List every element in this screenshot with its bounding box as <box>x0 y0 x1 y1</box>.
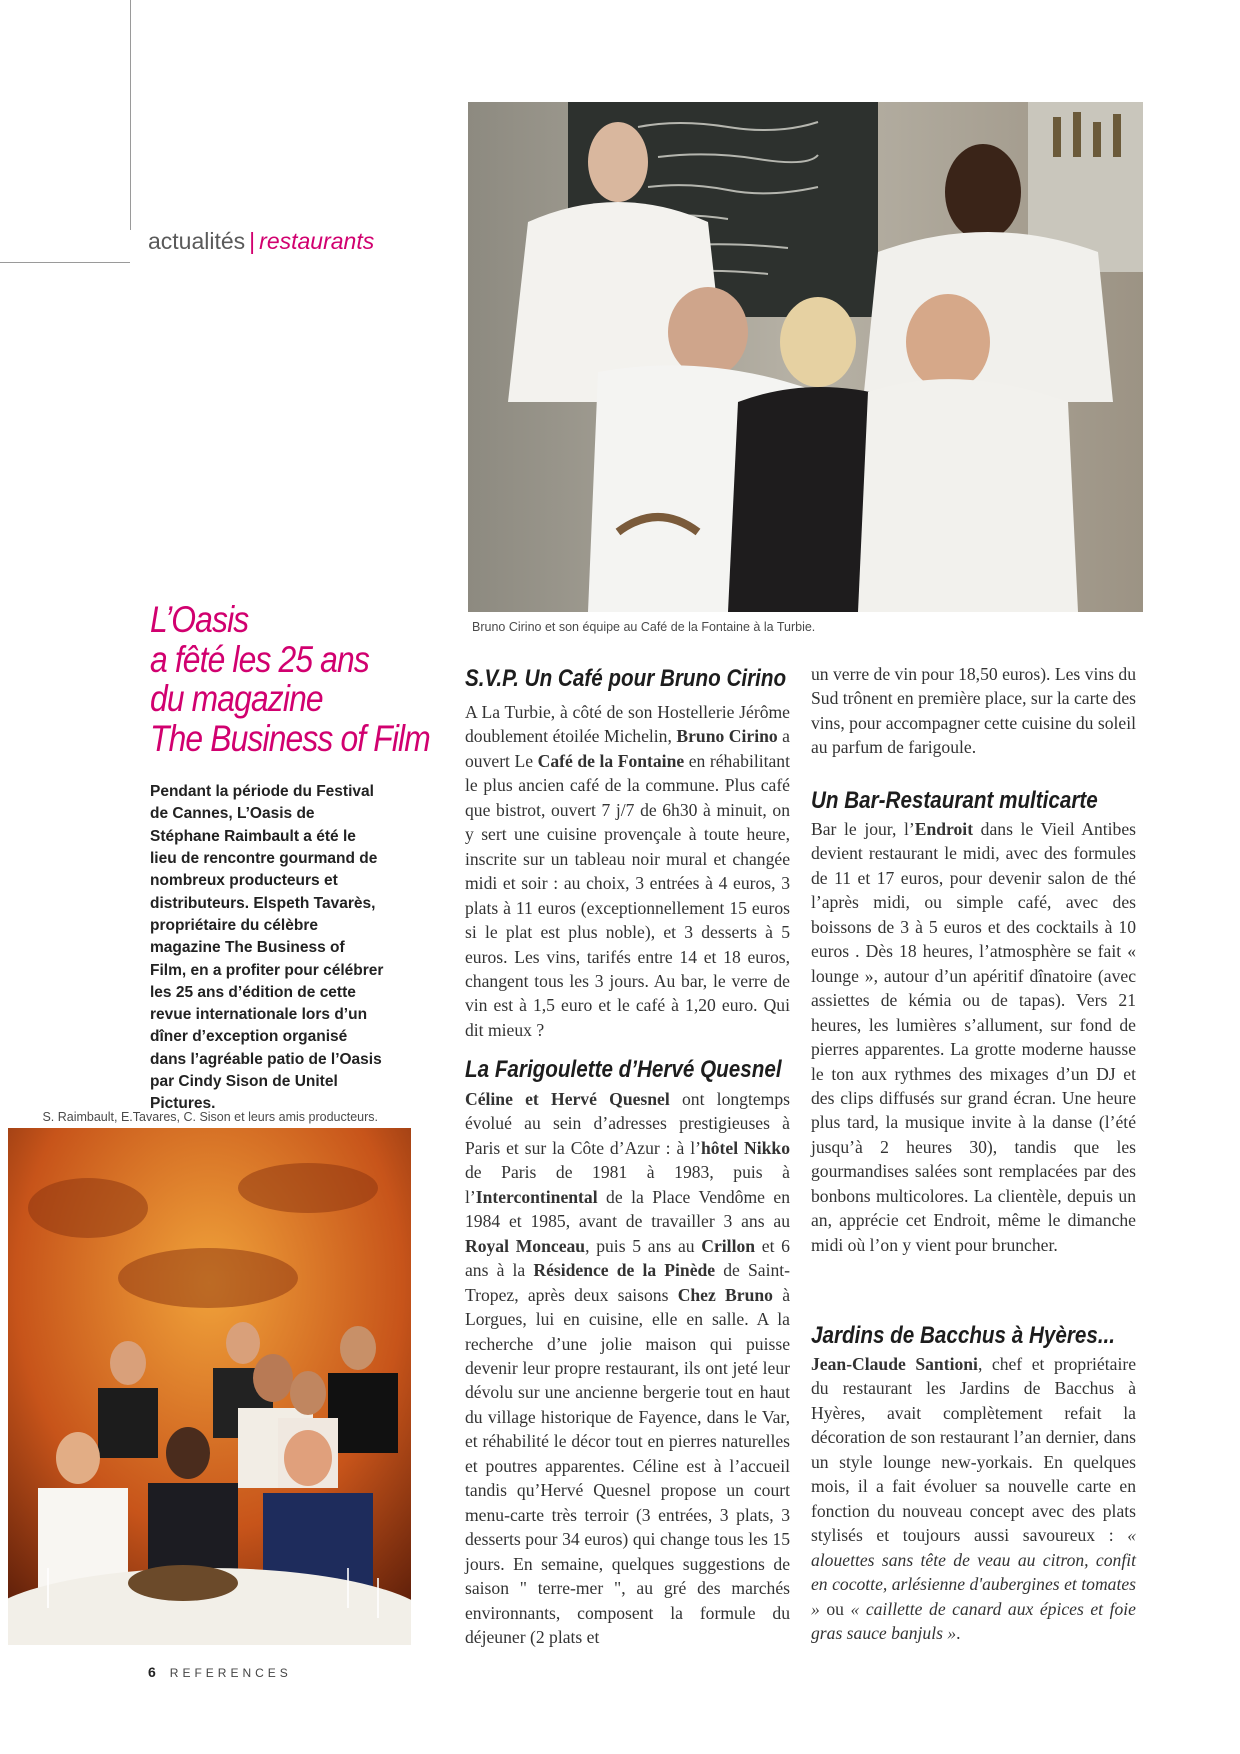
headline-line-2: a fêté les 25 ans <box>150 638 369 680</box>
farig-bold-6: Résidence de la Pinède <box>533 1260 716 1281</box>
section-label <box>148 228 374 255</box>
article-svp-bold-2: Café de la Fontaine <box>537 750 685 771</box>
article-farigoulette-title: La Farigoulette d’Hervé Quesnel <box>465 1056 782 1083</box>
header-vertical-rule <box>130 0 131 230</box>
bacchus-italic-1: « alouettes sans tête de veau au citron, confit en cocotte, arlésienne d'aubergines et tomates » <box>811 1525 1136 1619</box>
headline-line-1: L’Oasis <box>150 599 249 640</box>
article-bacchus-title: Jardins de Bacchus à Hyères... <box>811 1322 1116 1349</box>
article-farigoulette-body <box>465 1087 790 1649</box>
magazine-name: REFERENCES <box>169 1666 292 1680</box>
farig-text-3: de la Place Vendôme en 1984 et 1985, avant de travailler 3 ans au <box>465 1186 790 1232</box>
section-category: restaurants <box>259 228 375 254</box>
bacchus-text-2: ou <box>819 1598 851 1619</box>
farig-text-6: de Saint-Tropez, après deux saisons <box>465 1260 791 1305</box>
bar-text-1: Bar le jour, l’ <box>811 819 915 839</box>
farig-bold-7: Chez Bruno <box>677 1284 773 1305</box>
farig-bold-4: Royal Monceau <box>465 1235 586 1256</box>
farig-text-4: , puis 5 ans au <box>585 1235 702 1256</box>
team-photo <box>468 102 1143 612</box>
article-svp-bold-1: Bruno Cirino <box>676 726 778 747</box>
team-photo-caption: Bruno Cirino et son équipe au Café de la Fontaine à la Turbie. <box>472 620 816 634</box>
article-svp-title: S.V.P. Un Café pour Bruno Cirino <box>465 665 787 692</box>
farig-text-1: ont longtemps évolué au sein d’adresses prestigieuses à Paris et sur la Côte d’Azur : à l’ <box>465 1089 790 1158</box>
bar-bold-1: Endroit <box>914 819 974 839</box>
headline-line-4: The Business of Film <box>150 717 430 759</box>
farig-text-7: à Lorgues, lui en cuisine, elle en salle. A la recherche d’une jolie maison qui puisse devenir leur propre restaurant, ils ont jeté leur dévolu sur une ancienne bergerie tout en haut du village historique de Fayence, dans le Var, et réhabilité le décor tout en pierres naturelles et poutres apparentes. Céline est à l’accueil tandis qu’Hervé Quesnel propose un court menu-carte très terroir (3 entrées, 3 plats, 3 desserts pour 34 euros) qui change tous les 15 jours. En semaine, quelques suggestions de saison " terre-mer ", au gré des marchés environnants, composent la formule du déjeuner (2 plats et <box>465 1284 790 1647</box>
bacchus-text-3: . <box>956 1622 961 1643</box>
bacchus-italic-2: « caillette de canard aux épices et foie gras sauce banjuls » <box>811 1598 1136 1643</box>
article-bacchus-body <box>811 1352 1136 1645</box>
farig-bold-2: hôtel Nikko <box>700 1137 790 1158</box>
farig-bold-5: Crillon <box>701 1235 756 1256</box>
headline-line-3: du magazine <box>150 678 323 720</box>
page-footer <box>148 1664 292 1680</box>
section-name: actualités <box>148 228 246 254</box>
article-svp-text-2: a ouvert Le <box>465 726 790 771</box>
farig-text-5: et 6 ans à la <box>465 1235 790 1281</box>
article-farigoulette-continued: un verre de vin pour 18,50 euros). Les vins du Sud trônent en première place, sur la carte des vins, pour accompagner cette cuisine du soleil au parfum de farigoule. <box>811 664 1136 758</box>
farig-text-2: de Paris de 1981 à 1983, puis à l’ <box>465 1162 790 1207</box>
article-bar-title: Un Bar-Restaurant multicarte <box>811 787 1098 814</box>
article-svp-text-1: A La Turbie, à côté de son Hostellerie Jérôme doublement étoilée Michelin, <box>465 702 790 747</box>
section-separator: | <box>249 228 256 254</box>
bacchus-text-1: , chef et propriétaire du restaurant les Jardins de Bacchus à Hyères, avait complètement refait la décoration de son restaurant l’an dernier, dans un style lounge new-yorkais. En quelques mois, il a fait évoluer sa nouvelle carte en fonction du nouveau concept avec des plats stylisés et toujours aussi savoureux : <box>811 1354 1136 1546</box>
farig-bold-3: Intercontinental <box>475 1186 598 1207</box>
bar-text-2: dans le Vieil Antibes devient restaurant le midi, avec des formules de 11 et 17 euros, pour devenir salon de thé l’après midi, ou simple café, avec des boissons de 3 à 5 euros et des cocktails à 10 euros . Dès 18 heures, l’atmosphère se fait « lounge », autour d’un apéritif dînatoire (avec assiettes de kémia ou de tapas). Vers 21 heures, les lumières s’allument, sur fond de pierres apparentes. La grotte moderne hausse le ton aux rythmes des mixages d’un DJ et des clips diffusés sur grand écran. Une heure plus tard, la musique invite à la danse (l’été jusqu’à 2 heures 30), tandis que les gourmandises salées sont remplacées par des bonbons multicolores. La clientèle, depuis un an, apprécie cet Endroit, même le dimanche midi où l’on y vient pour bruncher. <box>811 819 1137 1255</box>
page-number: 6 <box>148 1664 156 1680</box>
article-bar-body <box>811 817 1136 1257</box>
header-horizontal-rule <box>0 262 130 263</box>
oasis-photo-caption: S. Raimbault, E.Tavares, C. Sison et leurs amis producteurs. <box>42 1110 378 1124</box>
article-svp-text-3: en réhabilitant le plus ancien café de la commune. Plus café que bistrot, ouvert 7 j/7 de 6h30 à minuit, on y sert une cuisine provençale à toute heure, inscrite sur un tableau noir mural et changée midi et soir : au choix, 3 entrées à 4 euros, 3 plats à 11 euros (exceptionnellement 15 euros si le plat est plus noble), et 3 desserts à 5 euros. Les vins, tarifés entre 14 et 18 euros, changent tous les 3 jours. Au bar, le verre de vin est à 1,5 euro et le café à 1,20 euro. Qui dit mieux ? <box>465 750 790 1040</box>
intro-paragraph: Pendant la période du Festival de Cannes, L’Oasis de Stéphane Raimbault a été le lieu de rencontre gourmand de nombreux producteurs et distributeurs. Elspeth Tavarès, propriétaire du célèbre magazine The Business of Film, en a profiter pour célébrer les 25 ans d’édition de cette revue internationale lors d’un dîner d’exception organisé dans l’agréable patio de l’Oasis par Cindy Sison de Unitel Pictures. <box>150 783 384 1113</box>
article-svp-body <box>465 700 790 1042</box>
bacchus-bold-1: Jean-Claude Santioni <box>811 1354 978 1374</box>
oasis-dinner-photo <box>8 1128 411 1645</box>
farig-bold-1: Céline et Hervé Quesnel <box>465 1089 670 1109</box>
headline <box>150 599 430 759</box>
